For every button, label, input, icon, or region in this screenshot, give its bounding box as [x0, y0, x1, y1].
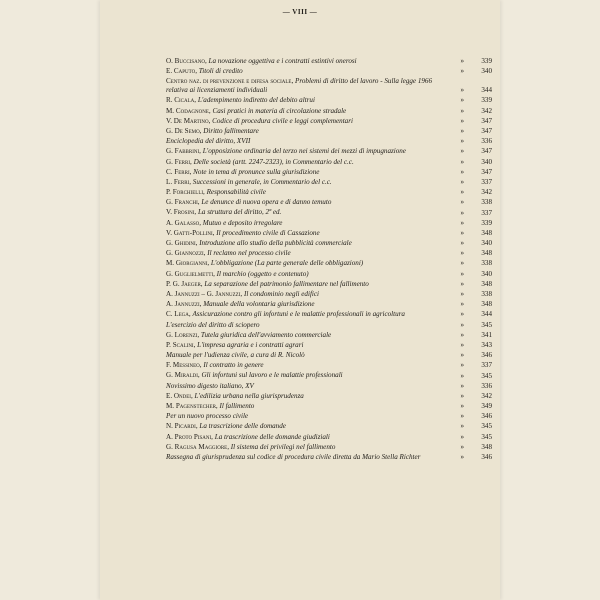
entry-title: Il reclamo nel processo civile	[207, 249, 291, 258]
entry-author: L. Ferri,	[166, 177, 191, 186]
ditto-mark: »	[460, 218, 464, 227]
entry-page-number: 339	[481, 218, 492, 227]
ditto-mark: »	[460, 279, 464, 288]
ditto-mark: »	[460, 269, 464, 278]
index-entry	[166, 168, 492, 177]
entry-title: L'edilizia urbana nella giurisprudenza	[194, 391, 304, 400]
entry-author: G. Guglielmetti,	[166, 269, 215, 278]
ditto-mark: »	[460, 290, 464, 299]
entry-title: L'esercizio del diritto di sciopero	[166, 320, 260, 329]
ditto-mark: »	[460, 167, 464, 176]
entry-page-number: 345	[481, 422, 492, 431]
entry-author: G. Ragusa Maggiore,	[166, 442, 229, 451]
entry-title: Titoli di credito	[198, 67, 243, 76]
index-entry	[166, 117, 492, 126]
entry-title: L'impresa agraria e i contratti agrari	[197, 340, 304, 349]
index-entry	[166, 96, 492, 105]
entry-page-number: 348	[481, 442, 492, 451]
index-entry	[166, 453, 492, 462]
index-entry	[166, 321, 492, 330]
entry-author: G. Lorenzi,	[166, 330, 200, 339]
ditto-mark: »	[460, 177, 464, 186]
index-entry	[166, 382, 492, 391]
entry-author: O. Buccisano,	[166, 57, 207, 65]
entry-title: Novissimo digesto italiano, XV	[166, 381, 254, 390]
index-list	[166, 57, 492, 463]
entry-author: M. Pagenstecher,	[166, 402, 218, 410]
ditto-mark: »	[460, 116, 464, 125]
ditto-mark: »	[460, 391, 464, 400]
entry-title: La trascrizione delle domande	[199, 422, 286, 431]
ditto-mark: »	[460, 453, 464, 462]
entry-page-number: 338	[481, 198, 492, 207]
index-entry	[166, 371, 492, 380]
index-entry	[166, 331, 492, 340]
ditto-mark: »	[460, 137, 464, 146]
entry-author: M. Giorgianni,	[166, 259, 210, 268]
entry-page-number: 341	[481, 330, 492, 339]
entry-author: G. Ghidini,	[166, 239, 198, 247]
entry-page-number: 345	[481, 432, 492, 441]
entry-page-number: 348	[481, 279, 492, 288]
ditto-mark: »	[460, 412, 464, 421]
entry-title: Assicurazione contro gli infortuni e le malattie professionali in agricoltura	[192, 310, 405, 319]
entry-author: V. Frosini,	[166, 208, 197, 217]
entry-title: La trascrizione delle domande giudiziali	[214, 432, 330, 441]
entry-page-number: 347	[481, 167, 492, 176]
entry-title: L'obbligazione (La parte generale delle obbligazioni)	[210, 259, 364, 268]
index-entry	[166, 300, 492, 309]
entry-page-number: 339	[481, 57, 492, 66]
entry-author: V. Gatti-Pollini,	[166, 228, 215, 237]
entry-author: C. Lega,	[166, 310, 191, 319]
entry-title: Le denunce di nuova opera e di danno temuto	[201, 198, 332, 207]
ditto-mark: »	[460, 422, 464, 431]
entry-page-number: 339	[481, 96, 492, 105]
entry-title: Per un nuovo processo civile	[166, 412, 249, 421]
entry-title: Note in tema di pronunce sulla giurisdizione	[193, 167, 320, 176]
entry-title: Problemi di diritto del lavoro - Sulla legge 1966 relativa ai licenziamenti individuali	[166, 77, 433, 95]
entry-author: C. Ferri,	[166, 167, 192, 176]
entry-page-number: 345	[481, 371, 492, 380]
entry-title: La separazione del patrimonio fallimentare nel fallimento	[204, 279, 369, 288]
entry-page-number: 348	[481, 300, 492, 309]
entry-author: N. Picardi,	[166, 422, 198, 431]
entry-title: Diritto fallimentare	[203, 126, 259, 135]
index-entry	[166, 178, 492, 187]
entry-title: Successioni in generale, in Commentario del c.c.	[192, 177, 332, 186]
ditto-mark: »	[460, 228, 464, 237]
entry-title: Tutela giuridica dell'avviamento commerciale	[200, 330, 332, 339]
entry-page-number: 337	[481, 361, 492, 370]
book-page	[100, 0, 500, 600]
entry-page-number: 340	[481, 239, 492, 248]
entry-title: Enciclopedia del diritto, XVII	[166, 137, 251, 146]
entry-page-number: 336	[481, 137, 492, 146]
entry-page-number: 342	[481, 106, 492, 115]
index-entry	[166, 280, 492, 289]
ditto-mark: »	[460, 259, 464, 268]
entry-page-number: 346	[481, 453, 492, 462]
entry-title: L'opposizione ordinaria del terzo nei sistemi dei mezzi di impugnazione	[202, 147, 406, 156]
entry-author: R. Cicala,	[166, 96, 197, 105]
index-entry	[166, 412, 492, 421]
entry-page-number: 349	[481, 402, 492, 411]
ditto-mark: »	[460, 106, 464, 115]
index-entry	[166, 219, 492, 228]
ditto-mark: »	[460, 361, 464, 370]
ditto-mark: »	[460, 310, 464, 319]
ditto-mark: »	[460, 432, 464, 441]
entry-author: G. Ferri,	[166, 157, 192, 166]
entry-page-number: 348	[481, 228, 492, 237]
index-entry	[166, 361, 492, 370]
entry-author: V. De Martino,	[166, 116, 211, 125]
entry-author: P. Forchielli,	[166, 188, 205, 197]
entry-title: Il condominio negli edifici	[243, 289, 320, 298]
entry-page-number: 343	[481, 340, 492, 349]
entry-page-number: 346	[481, 351, 492, 360]
entry-author: G. Fabbrini,	[166, 147, 201, 156]
entry-page-number: 347	[481, 127, 492, 136]
entry-title: Il contratto in genere	[203, 361, 264, 370]
entry-author: A. Jannuzzi,	[166, 300, 202, 309]
index-entry	[166, 402, 492, 411]
entry-author: G. Miraldi,	[166, 371, 200, 380]
entry-author: G. Franchi,	[166, 198, 200, 207]
index-entry	[166, 310, 492, 319]
entry-page-number: 348	[481, 249, 492, 258]
ditto-mark: »	[460, 57, 464, 66]
ditto-mark: »	[460, 320, 464, 329]
entry-title: La novazione oggettiva e i contratti estintivi onerosi	[208, 57, 357, 65]
index-entry	[166, 188, 492, 197]
index-entry	[166, 147, 492, 156]
entry-page-number: 347	[481, 116, 492, 125]
entry-page-number: 344	[481, 86, 492, 95]
entry-page-number: 337	[481, 177, 492, 186]
ditto-mark: »	[460, 188, 464, 197]
entry-title: Delle società (artt. 2247-2323), in Commentario del c.c.	[193, 157, 354, 166]
entry-title: Codice di procedura civile e leggi complementari	[212, 116, 353, 125]
ditto-mark: »	[460, 340, 464, 349]
entry-author: G. De Semo,	[166, 126, 202, 135]
index-entry	[166, 249, 492, 258]
ditto-mark: »	[460, 86, 464, 95]
entry-author: Centro naz. di prevenzione e difesa sociale,	[166, 77, 294, 86]
ditto-mark: »	[460, 96, 464, 105]
entry-author: E. Caputo,	[166, 67, 197, 76]
entry-title: Responsabilità civile	[206, 188, 266, 197]
entry-author: M. Codagnone,	[166, 106, 211, 115]
index-entry	[166, 208, 492, 217]
entry-page-number: 337	[481, 208, 492, 217]
index-entry	[166, 259, 492, 268]
index-entry	[166, 137, 492, 146]
entry-title: L'adempimento indiretto del debito altrui	[197, 96, 315, 105]
ditto-mark: »	[460, 67, 464, 76]
entry-author: P. G. Jaeger,	[166, 279, 203, 288]
entry-page-number: 336	[481, 381, 492, 390]
entry-title: Il procedimento civile di Cassazione	[216, 228, 320, 237]
index-entry	[166, 229, 492, 238]
index-entry	[166, 158, 492, 167]
entry-title: Manuale per l'udienza civile, a cura di R. Nicolò	[166, 351, 305, 360]
ditto-mark: »	[460, 198, 464, 207]
entry-title: Il fallimento	[219, 402, 255, 410]
index-entry	[166, 57, 492, 66]
entry-page-number: 345	[481, 320, 492, 329]
ditto-mark: »	[460, 239, 464, 248]
ditto-mark: »	[460, 127, 464, 136]
index-entry	[166, 127, 492, 136]
entry-page-number: 338	[481, 290, 492, 299]
ditto-mark: »	[460, 442, 464, 451]
entry-author: A. Jannuzzi – G. Jannuzzi,	[166, 289, 243, 298]
ditto-mark: »	[460, 330, 464, 339]
index-entry	[166, 443, 492, 452]
entry-page-number: 340	[481, 67, 492, 76]
entry-title: Introduzione allo studio della pubblicità commerciale	[199, 239, 352, 247]
entry-page-number: 338	[481, 259, 492, 268]
ditto-mark: »	[460, 249, 464, 258]
ditto-mark: »	[460, 351, 464, 360]
entry-author: P. Scalini,	[166, 340, 196, 349]
entry-author: A. Galasso,	[166, 218, 202, 227]
index-entry	[166, 392, 492, 401]
entry-page-number: 340	[481, 269, 492, 278]
index-entry	[166, 341, 492, 350]
ditto-mark: »	[460, 371, 464, 380]
ditto-mark: »	[460, 300, 464, 309]
ditto-mark: »	[460, 208, 464, 217]
index-entry	[166, 198, 492, 207]
entry-page-number: 344	[481, 310, 492, 319]
entry-title: Rassegna di giurisprudenza sul codice di procedura civile diretta da Mario Stella Richter	[166, 452, 421, 461]
index-entry	[166, 422, 492, 431]
entry-author: A. Proto Pisani,	[166, 432, 213, 441]
index-entry	[166, 270, 492, 279]
ditto-mark: »	[460, 157, 464, 166]
entry-page-number: 342	[481, 391, 492, 400]
entry-page-number: 340	[481, 157, 492, 166]
index-entry	[166, 239, 492, 248]
entry-title: Il sistema dei privilegi nel fallimento	[230, 442, 336, 451]
entry-page-number: 346	[481, 412, 492, 421]
entry-page-number: 347	[481, 147, 492, 156]
index-entry	[166, 67, 492, 76]
entry-page-number: 342	[481, 188, 492, 197]
entry-author: E. Ondei,	[166, 391, 193, 400]
entry-title: La struttura del diritto, 2ª ed.	[197, 208, 282, 217]
page-header: — VIII —	[282, 8, 318, 16]
ditto-mark: »	[460, 402, 464, 411]
entry-title: Il marchio (oggetto e contenuto)	[216, 269, 309, 278]
index-entry	[166, 107, 492, 116]
ditto-mark: »	[460, 147, 464, 156]
entry-title: Manuale della volontaria giurisdizione	[203, 300, 315, 309]
index-entry	[166, 433, 492, 442]
entry-author: G. Giannozzi,	[166, 249, 206, 258]
index-entry	[166, 351, 492, 360]
ditto-mark: »	[460, 381, 464, 390]
index-entry	[166, 290, 492, 299]
entry-author: F. Messineo,	[166, 361, 202, 370]
index-entry	[166, 77, 492, 95]
entry-title: Mutuo e deposito irregolare	[202, 218, 283, 227]
entry-title: Casi pratici in materia di circolazione stradale	[212, 106, 347, 115]
entry-title: Gli infortuni sul lavoro e le malattie professionali	[201, 371, 343, 380]
